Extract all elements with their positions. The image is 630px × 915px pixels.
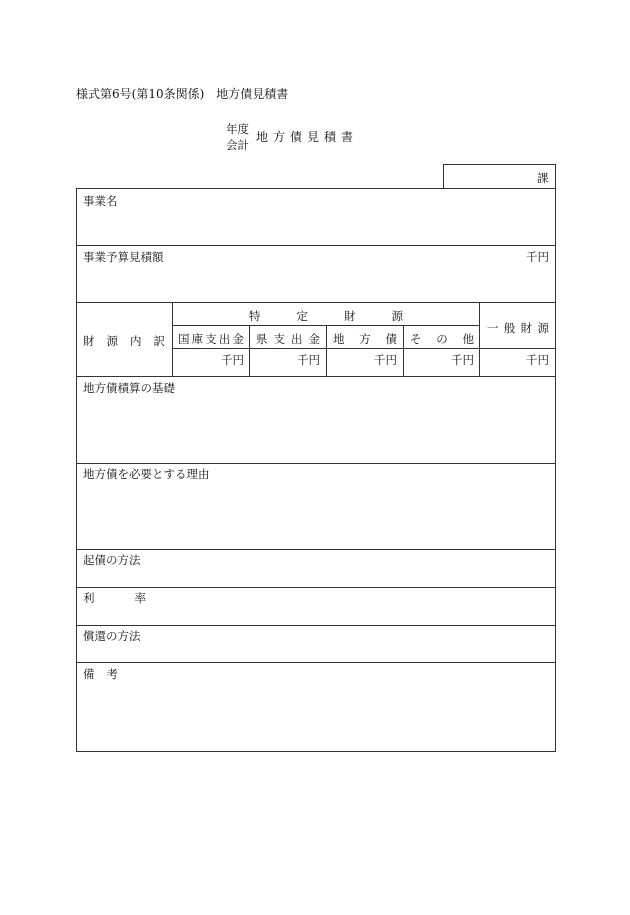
specific-funding-char: 財: [344, 309, 356, 323]
subheader-char: 出: [218, 332, 231, 346]
funding-breakdown-char: 財: [83, 334, 95, 348]
general-funding-char: 般: [503, 321, 516, 335]
other-unit: 千円: [451, 353, 474, 367]
project-name-label: 事業名: [83, 194, 118, 208]
remarks-char: 考: [106, 667, 118, 681]
local-bond-unit: 千円: [374, 353, 397, 367]
local-bond-header: [333, 331, 397, 347]
national-subsidy-unit: 千円: [221, 353, 244, 367]
row-rule-2: [76, 245, 556, 246]
funding-breakdown-char: 源: [106, 334, 118, 348]
subheader-char: 地: [333, 332, 345, 346]
sub-col-divider-2: [326, 325, 327, 376]
fiscal-year-label: [226, 121, 249, 153]
budget-estimate-label: 事業予算見積額: [83, 250, 164, 264]
row-rule-5: [76, 463, 556, 464]
row-rule-9: [76, 662, 556, 663]
subheader-char: 出: [291, 332, 303, 346]
funding-label-divider: [172, 302, 173, 376]
row-rule-3: [76, 302, 556, 303]
account-label: 会計: [226, 138, 249, 152]
row-rule-6: [76, 549, 556, 550]
table-border-bottom: [76, 751, 556, 752]
subheader-char: 金: [308, 332, 320, 346]
general-funding-unit: 千円: [526, 353, 549, 367]
repayment-method-label: 償還の方法: [83, 629, 141, 643]
subheader-char: そ: [410, 332, 422, 346]
specific-funding-char: 定: [296, 309, 308, 323]
interest-rate-label: [83, 590, 146, 606]
other-header: [410, 331, 474, 347]
stamp-box-left: [443, 164, 444, 189]
row-rule-7: [76, 587, 556, 588]
row-rule-4: [76, 376, 556, 377]
subheader-char: 国: [178, 332, 190, 346]
national-subsidy-header: [178, 331, 244, 347]
subheader-char: 方: [359, 332, 371, 346]
subheader-char: 支: [273, 332, 285, 346]
general-funding-divider: [479, 302, 480, 376]
subheader-char: 庫: [191, 332, 204, 346]
reason-label: 地方債を必要とする理由: [83, 467, 210, 481]
table-border-right: [555, 164, 556, 752]
general-funding-header: [487, 320, 549, 336]
funding-unit-rule: [172, 348, 556, 349]
funding-breakdown-char: 内: [130, 334, 142, 348]
prefectural-subsidy-header: [256, 331, 320, 347]
subheader-char: 債: [385, 332, 397, 346]
remarks-label: [83, 666, 118, 682]
row-rule-1: [76, 188, 556, 189]
subheader-char: 他: [462, 332, 474, 346]
interest-rate-char: 利: [83, 591, 95, 605]
stamp-box-top: [443, 164, 556, 165]
row-rule-8: [76, 625, 556, 626]
calc-basis-label: 地方債積算の基礎: [83, 381, 175, 395]
sub-col-divider-1: [249, 325, 250, 376]
document-title: 地方債見積書: [256, 130, 359, 144]
issue-method-label: 起債の方法: [83, 553, 141, 567]
funding-breakdown-label: [83, 333, 165, 349]
subheader-char: 金: [232, 332, 244, 346]
table-border-left: [76, 188, 77, 752]
general-funding-char: 財: [520, 321, 533, 335]
prefectural-subsidy-unit: 千円: [297, 353, 320, 367]
year-label: 年度: [226, 122, 249, 136]
subheader-char: 県: [256, 332, 268, 346]
section-stamp-label: 課: [537, 171, 549, 185]
general-funding-char: 一: [487, 321, 499, 335]
interest-rate-char: 率: [134, 591, 146, 605]
general-funding-char: 源: [537, 321, 549, 335]
specific-funding-header: [249, 308, 403, 324]
subheader-char: の: [436, 332, 448, 346]
sub-col-divider-3: [403, 325, 404, 376]
remarks-char: 備: [83, 667, 95, 681]
funding-breakdown-char: 訳: [153, 334, 165, 348]
subheader-char: 支: [205, 332, 217, 346]
specific-funding-char: 源: [391, 309, 403, 323]
form-header: 様式第6号(第10条関係) 地方債見積書: [76, 87, 289, 101]
specific-funding-char: 特: [249, 309, 261, 323]
budget-unit-label: 千円: [526, 250, 549, 264]
